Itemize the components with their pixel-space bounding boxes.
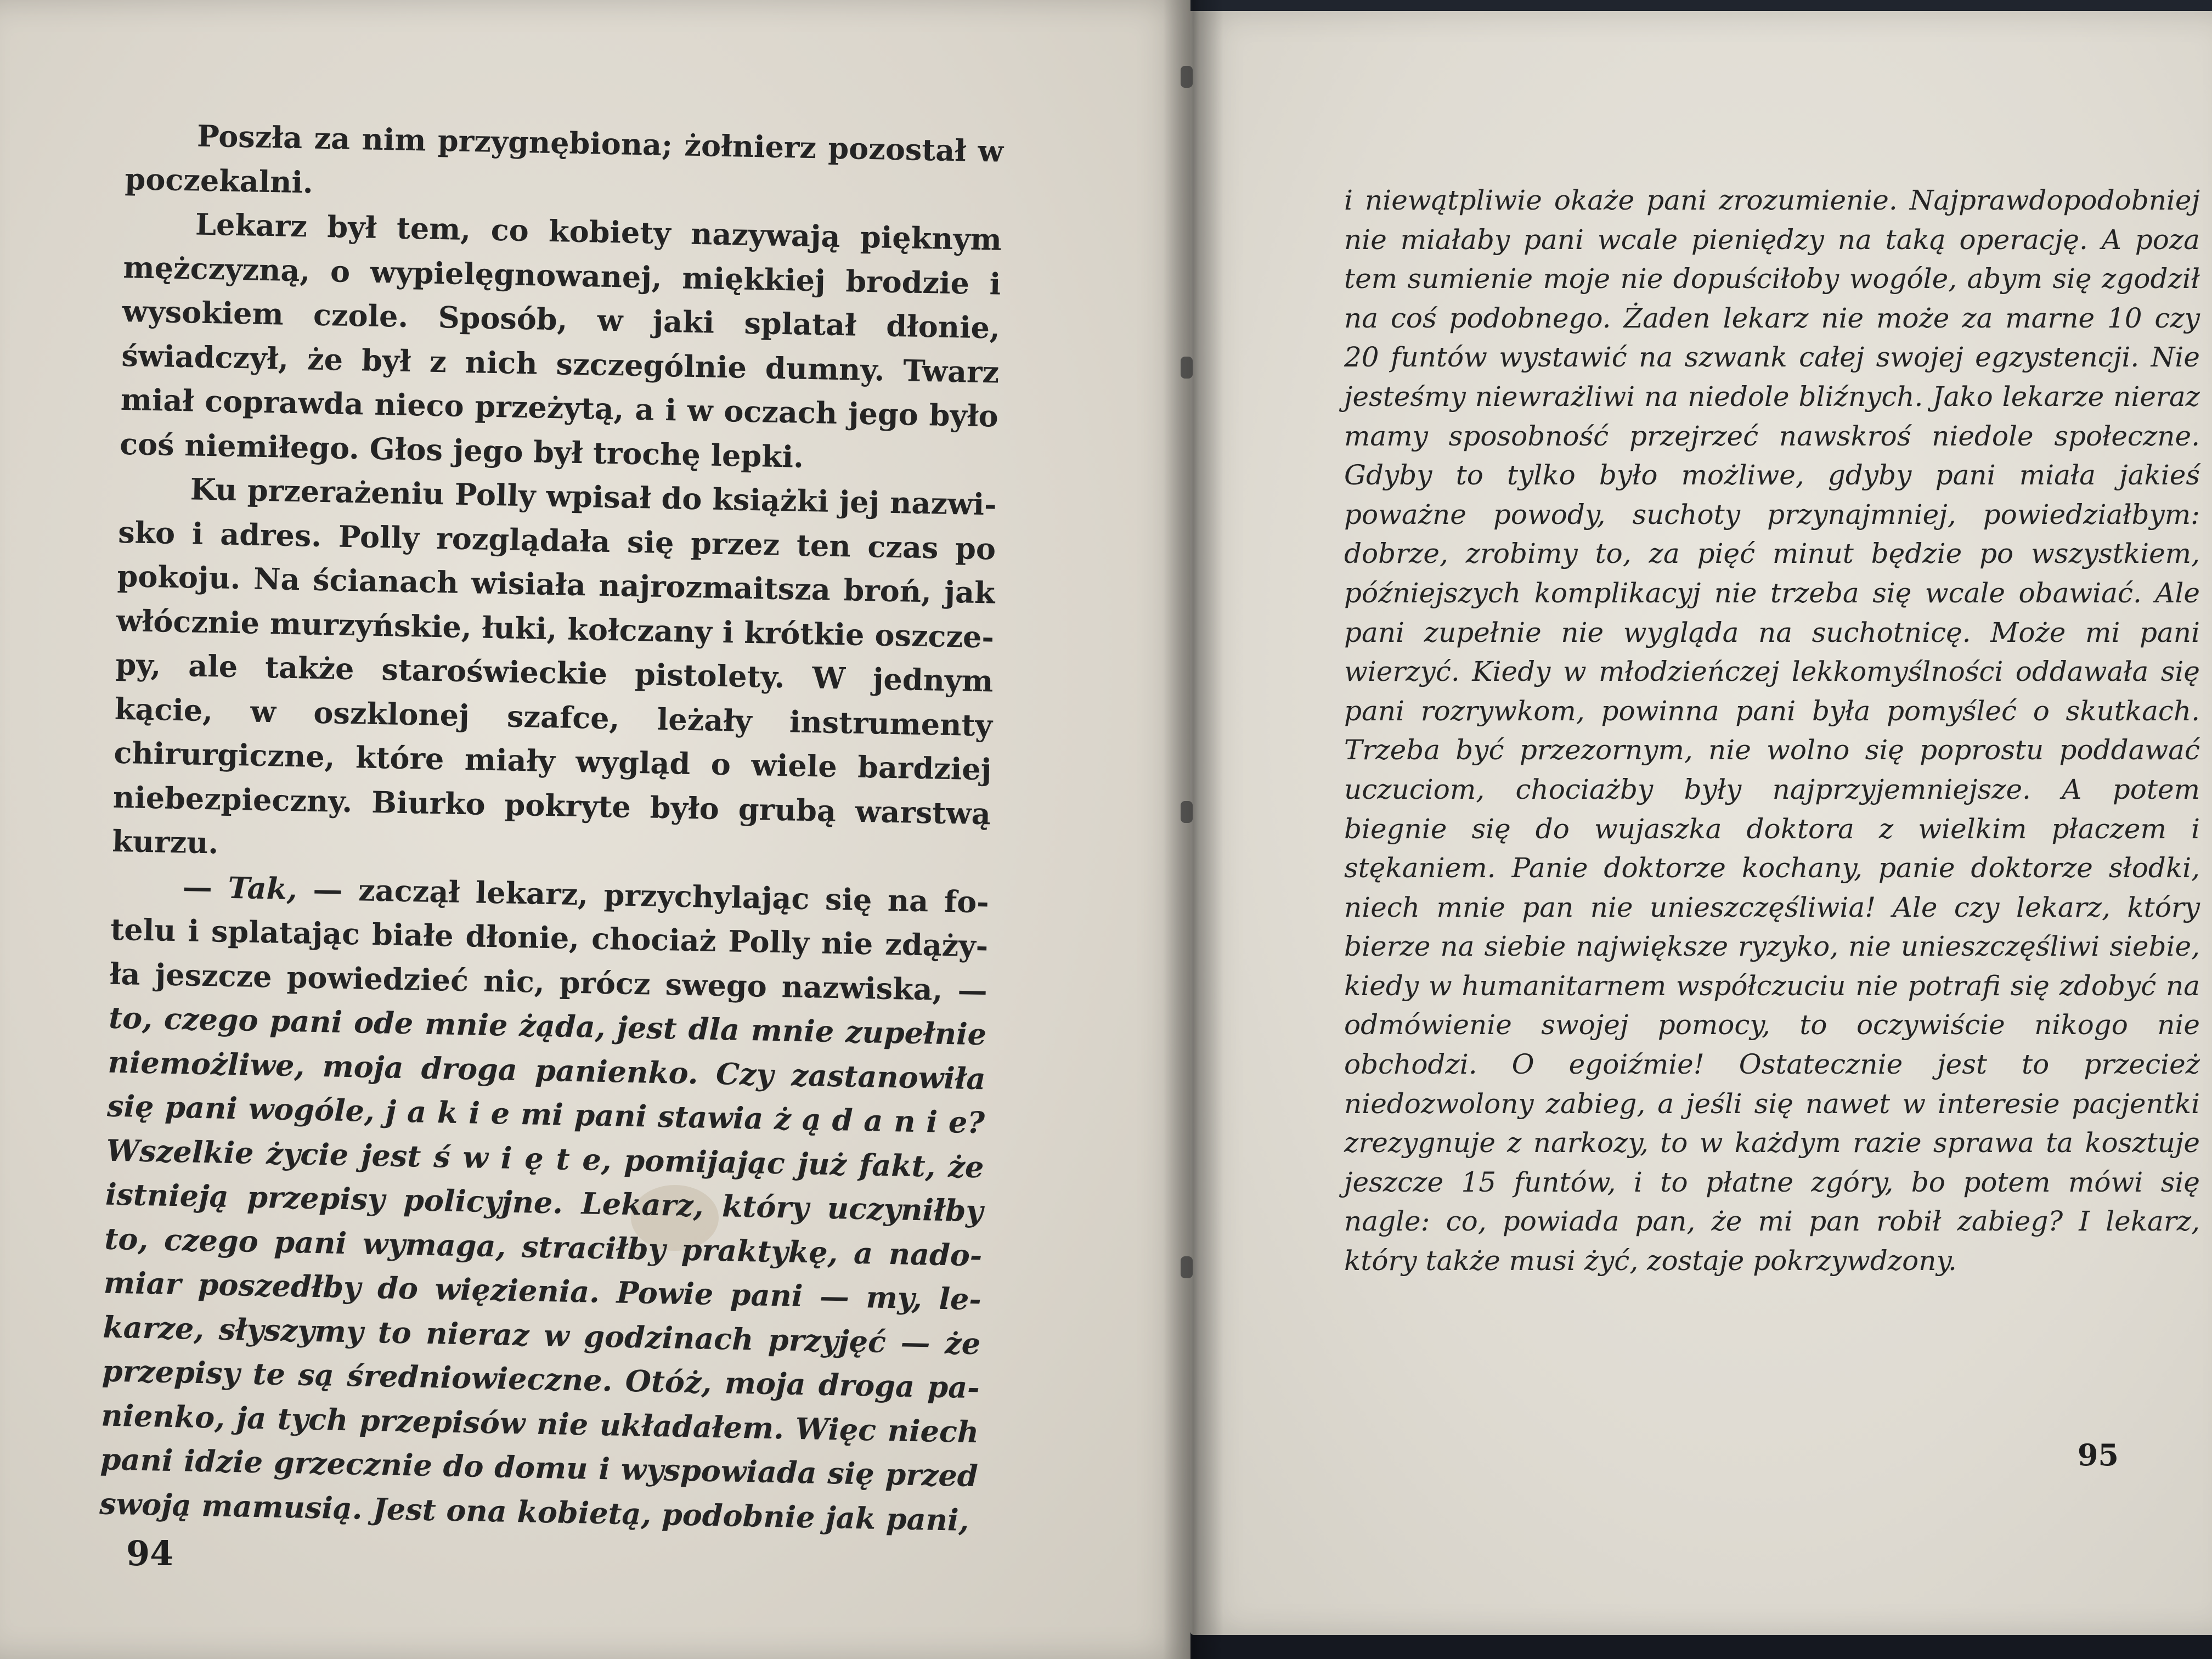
dialogue-tak: Tak, bbox=[228, 870, 298, 906]
paragraph: i niewątpliwie okaże pani zrozumienie. Najprawdopodobniej nie miałaby pani wcale pieniędzy na taką operację. A poza tem sumienie moje nie dopuściłoby wogóle, abym się zgodził na coś podobnego. Żaden lekarz nie może za marne 10 czy 20 funtów wystawić na szwank całej swojej egzystencji. Nie jesteśmy niewrażliwi na niedole bliźnych. Jako lekarze nieraz mamy sposobność przejrzeć nawskroś niedole społeczne. Gdyby to tylko było możliwe, gdyby pani miała jakieś poważne powody, suchoty przynajmniej, powiedziałbym: dobrze, zrobimy to, za pięć minut będzie po wszystkiem, późniejszych komplikacyj nie trzeba się wcale obawiać. Ale pani zupełnie nie wygląda na suchotnicę. Może mi pani wierzyć. Kiedy w młodzieńczej lekkomyślności oddawała się pani rozrywkom, powinna pani była pomyśleć o skutkach. Trzeba być przezornym, nie wolno się poprostu poddawać uczuciom, chociażby były najprzyjemniejsze. A potem biegnie się do wujaszka doktora z wielkim płaczem i stękaniem. Panie doktorze kochany, panie doktorze słodki, niech mnie pan nie unieszczęśliwia! Ale czy lekarz, który bierze na siebie największe ryzyko, nie unieszczęśliwi siebie, kiedy w humanitarnem współczuciu nie potrafi się zdobyć na odmówienie swojej pomocy, to oczywiście nikogo nie obchodzi. O egoiźmie! Ostatecznie jest to przecież niedozwolony zabieg, a jeśli się nawet w interesie pacjentki zrezygnuje z narkozy, to w każdym razie sprawa ta kosztuje jeszcze 15 funtów, i to płatne zgóry, bo potem mówi się nagle: co, powiada pan, że mi pan robił zabieg? I lekarz, który także musi żyć, zostaje pokrzywdzony. bbox=[1344, 184, 2200, 1277]
binding-stitch bbox=[1181, 801, 1193, 823]
dialogue-paragraph bbox=[99, 863, 990, 1542]
book-gutter bbox=[1163, 0, 1223, 1659]
paragraph: Ku przerażeniu Polly wpisał do książki jej nazwisko i adres. Polly rozglądała się przez ten czas po pokoju. Na ścianach wisiała najrozmaitsza broń, jak włócznie murzyńskie, łuki, kołczany i krótkie oszczepy, ale także staroświeckie pistolety. W jednym kącie, w oszklonej szafce, leżały instrumenty chirurgiczne, które miały wygląd o wiele bardziej niebezpieczny. Biurko pokryte było grubą warstwą kurzu. bbox=[111, 471, 997, 861]
right-page-text bbox=[1344, 181, 2200, 1281]
paragraph: Poszła za nim przygnębiona; żołnierz pozostał w poczekalni. bbox=[125, 118, 1004, 200]
binding-stitch bbox=[1181, 66, 1193, 88]
paragraph: Lekarz był tem, co kobiety nazywają pięknym mężczyzną, o wypielęgnowanej, miękkiej brodzie i wysokiem czole. Sposób, w jaki splatał dłonie, świadczył, że był z nich szczególnie dumny. Twarz miał coprawda nieco przeżytą, a i w oczach jego było coś niemiłego. Głos jego był trochę lepki. bbox=[119, 206, 1002, 475]
right-page bbox=[1190, 11, 2212, 1635]
binding-stitch bbox=[1181, 1256, 1193, 1278]
page-number-right: 95 bbox=[2077, 1437, 2119, 1472]
dialogue-narration: — zaczął lekarz, przychylając się na fotelu i splatając białe dłonie, chociaż Polly nie zdążyła jeszcze powiedzieć nic, prócz swego nazwiska, — bbox=[109, 871, 990, 1008]
dialogue-dash: — bbox=[182, 868, 229, 905]
dialogue-speech: to, czego pani ode mnie żąda, jest dla mnie zupełnie niemożliwe, moja droga panienko. Czy zastanowiła się pani wogóle, j a k i e mi pani stawia ż ą d a n i e? Wszelkie życie jest ś w i ę t e, pomijając już fakt, że istnieją przepisy policyjne. Lekarz, który uczyniłby to, czego pani wymaga, straciłby praktykę, a nadomiar poszedłby do więzienia. Powie pani — my, lekarze, słyszymy to nieraz w godzinach przyjęć — że przepisy te są średniowieczne. Otóż, moja droga panienko, ja tych przepisów nie układałem. Więc niech pani idzie grzecznie do domu i wyspowiada się przed swoją mamusią. Jest ona kobietą, podobnie jak pani, bbox=[99, 1000, 987, 1538]
binding-stitch bbox=[1181, 357, 1193, 379]
page-number-left: 94 bbox=[126, 1533, 174, 1573]
left-page-text bbox=[99, 112, 1004, 1542]
